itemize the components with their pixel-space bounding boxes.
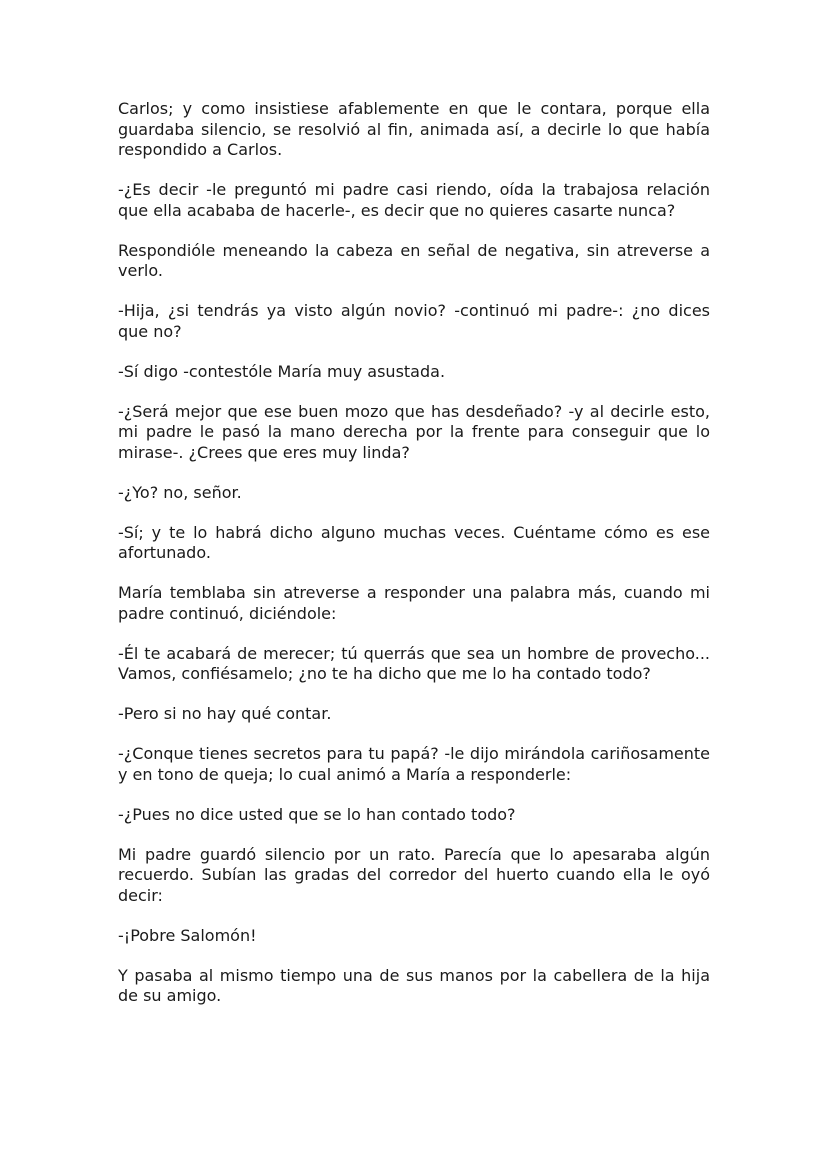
paragraph: -Pero si no hay qué contar. [118,704,332,723]
paragraph: -¿Es decir -le preguntó mi padre casi riendo, oída la trabajosa relación que ella acababa de hacerle-, es decir que no quieres casarte nunca? [118,180,710,220]
paragraph: -¿Será mejor que ese buen mozo que has desdeñado? -y al decirle esto, mi padre le pasó la mano derecha por la frente para conseguir que lo mirase-. ¿Crees que eres muy linda? [118,401,710,462]
paragraph: -¿Pues no dice usted que se lo han contado todo? [118,804,516,824]
text-body [118,99,710,1026]
paragraph: Y pasaba al mismo tiempo una de sus manos por la cabellera de la hija de su amigo. [118,965,710,1005]
paragraph: -Sí digo -contestóle María muy asustada. [118,361,446,381]
paragraph: -Él te acabará de merecer; tú querrás que sea un hombre de provecho... Vamos, confiésamelo; ¿no te ha dicho que me lo ha contado todo? [118,643,710,683]
paragraph: -Sí; y te lo habrá dicho alguno muchas veces. Cuéntame cómo es ese afortunado. [118,522,710,562]
paragraph: -Hija, ¿si tendrás ya visto algún novio? -continuó mi padre-: ¿no dices que no? [118,301,710,341]
paragraph: Carlos; y como insistiese afablemente en que le contara, porque ella guardaba silencio, se resolvió al fin, animada así, a decirle lo que había respondido a Carlos. [118,99,710,159]
paragraph: María temblaba sin atreverse a responder una palabra más, cuando mi padre continuó, diciéndole: [118,583,710,623]
paragraph: -¡Pobre Salomón! [118,925,257,945]
paragraph: Respondióle meneando la cabeza en señal de negativa, sin atreverse a verlo. [118,240,710,280]
paragraph: -¿Yo? no, señor. [118,482,242,502]
paragraph: -¿Conque tienes secretos para tu papá? -le dijo mirándola cariñosamente y en tono de queja; lo cual animó a María a responderle: [118,744,710,784]
paragraph: Mi padre guardó silencio por un rato. Parecía que lo apesaraba algún recuerdo. Subían las gradas del corredor del huerto cuando ella le oyó decir: [118,844,710,905]
